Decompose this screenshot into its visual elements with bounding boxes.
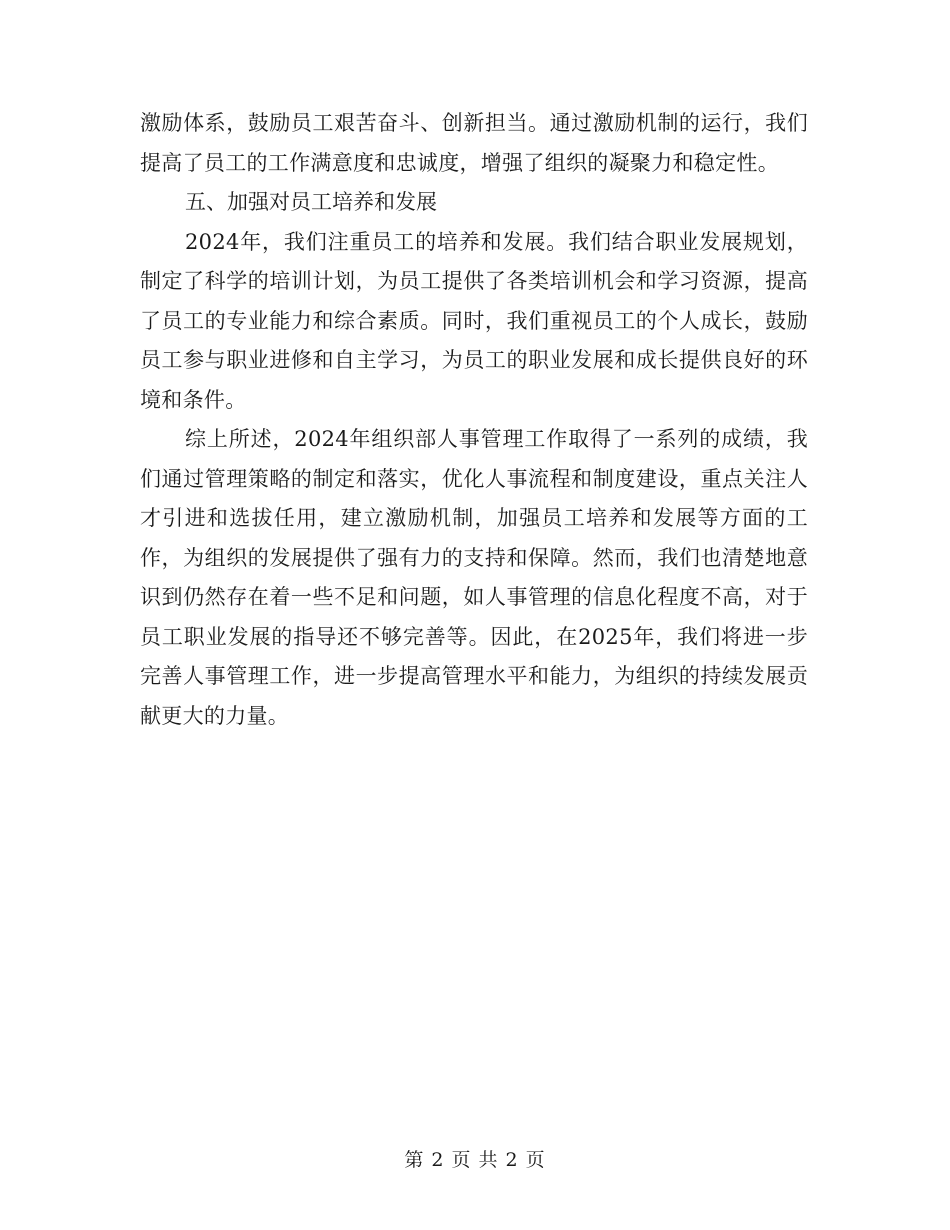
paragraph-incentive-continuation: 激励体系，鼓励员工艰苦奋斗、创新担当。通过激励机制的运行，我们提高了员工的工作满意度和忠诚度，增强了组织的凝聚力和稳定性。 (140, 111, 808, 175)
document-body (140, 104, 808, 736)
section-heading-training: 五、加强对员工培养和发展 (185, 190, 437, 214)
paragraph-training-development: 2024年，我们注重员工的培养和发展。我们结合职业发展规划，制定了科学的培训计划，为员工提供了各类培训机会和学习资源，提高了员工的专业能力和综合素质。同时，我们重视员工的个人成长，鼓励员工参与职业进修和自主学习，为员工的职业发展和成长提供良好的环境和条件。 (140, 229, 808, 412)
page-footer: 第 2 页 共 2 页 (404, 1149, 546, 1171)
paragraph-summary: 综上所述，2024年组织部人事管理工作取得了一系列的成绩，我们通过管理策略的制定和落实，优化人事流程和制度建设，重点关注人才引进和选拔任用，建立激励机制，加强员工培养和发展等方面的工作，为组织的发展提供了强有力的支持和保障。然而，我们也清楚地意识到仍然存在着一些不足和问题，如人事管理的信息化程度不高，对于员工职业发展的指导还不够完善等。因此，在2025年，我们将进一步完善人事管理工作，进一步提高管理水平和能力，为组织的持续发展贡献更大的力量。 (140, 427, 808, 728)
